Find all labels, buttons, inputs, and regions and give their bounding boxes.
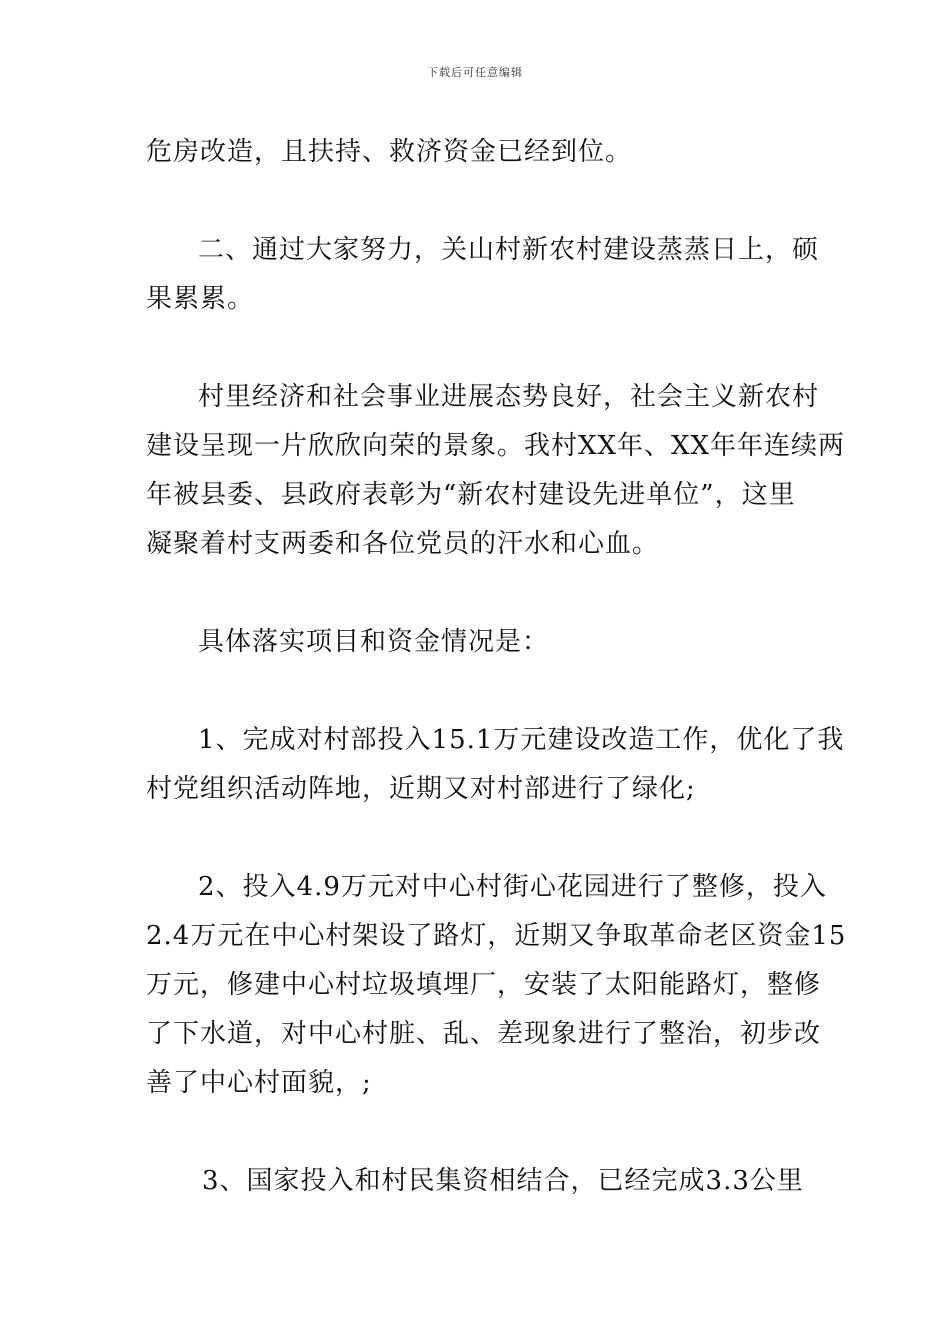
paragraph-line: 3、国家投入和村民集资相结合，已经完成3.3公里 — [202, 1166, 804, 1196]
paragraph-7 — [146, 1157, 810, 1206]
paragraph-line: 村党组织活动阵地，近期又对村部进行了绿化; — [146, 774, 696, 804]
paragraph-1 — [146, 128, 810, 177]
paragraph-line: 2、投入4.9万元对中心村街心花园进行了整修，投入 — [198, 872, 827, 902]
paragraph-5 — [146, 716, 845, 814]
paragraph-line: 果累累。 — [146, 284, 255, 314]
paragraph-line: 万元，修建中心村垃圾填埋厂，安装了太阳能路灯，整修 — [146, 970, 822, 1000]
paragraph-line: 村里经济和社会事业进展态势良好，社会主义新农村 — [198, 382, 820, 412]
paragraph-line: 2.4万元在中心村架设了路灯，近期又争取革命老区资金15 — [146, 921, 847, 951]
paragraph-2 — [146, 226, 820, 324]
document-body — [146, 128, 847, 1206]
paragraph-line: 凝聚着村支两委和各位党员的汗水和心血。 — [146, 529, 660, 559]
paragraph-4 — [146, 618, 810, 667]
paragraph-line: 二、通过大家努力，关山村新农村建设蒸蒸日上，硕 — [198, 235, 820, 265]
paragraph-line: 1、完成对村部投入15.1万元建设改造工作，优化了我 — [198, 725, 845, 755]
paragraph-line: 具体落实项目和资金情况是： — [198, 627, 550, 657]
paragraph-6 — [146, 863, 847, 1108]
paragraph-line: 危房改造，且扶持、救济资金已经到位。 — [146, 137, 633, 167]
paragraph-line: 建设呈现一片欣欣向荣的景象。我村XX年、XX年年连续两 — [146, 431, 846, 461]
paragraph-line: 了下水道，对中心村脏、乱、差现象进行了整治，初步改 — [146, 1019, 822, 1049]
paragraph-line: 年被县委、县政府表彰为“新农村建设先进单位”，这里 — [146, 480, 796, 510]
paragraph-line: 善了中心村面貌，; — [146, 1068, 372, 1098]
paragraph-3 — [146, 373, 846, 569]
page-header: 下载后可任意编辑 — [427, 66, 523, 79]
